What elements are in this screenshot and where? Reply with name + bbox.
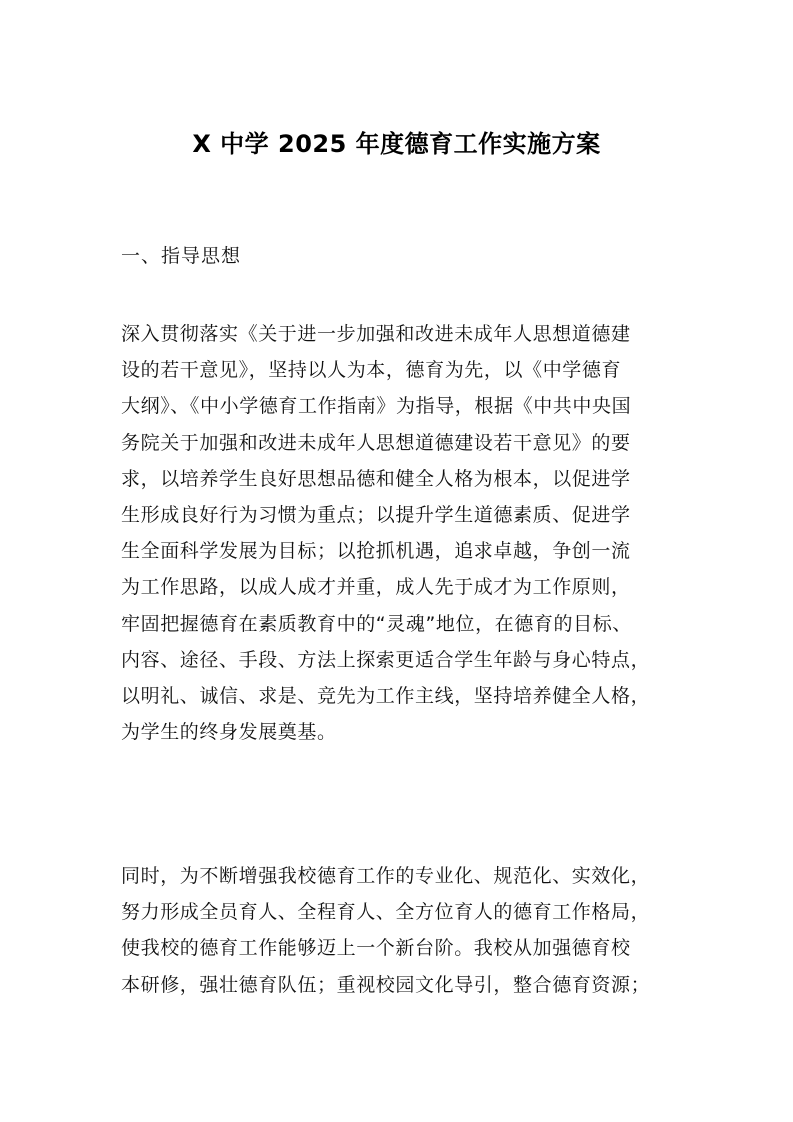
paragraph-line: 本研修，强壮德育队伍；重视校园文化导引，整合德育资源； xyxy=(121,973,651,996)
paragraph-line: 务院关于加强和改进未成年人思想道德建设若干意见》的要 xyxy=(121,431,631,454)
paragraph-line: 深入贯彻落实《关于进一步加强和改进未成年人思想道德建 xyxy=(121,323,631,345)
paragraph-line: 牢固把握德育在素质教育中的“灵魂”地位，在德育的目标、 xyxy=(121,612,632,635)
paragraph-line: 以明礼、诚信、求是、竞先为工作主线，坚持培养健全人格， xyxy=(121,685,651,708)
document-title: X 中学 2025 年度德育工作实施方案 xyxy=(192,130,601,158)
paragraph-line: 生形成良好行为习惯为重点；以提升学生道德素质、促进学 xyxy=(121,504,631,527)
paragraph-line: 生全面科学发展为目标；以抢抓机遇，追求卓越，争创一流 xyxy=(121,540,631,563)
paragraph-guiding-ideology xyxy=(121,316,681,750)
paragraph-line: 大纲》、《中小学德育工作指南》为指导，根据《中共中央国 xyxy=(121,395,632,418)
paragraph-line: 使我校的德育工作能够迈上一个新台阶。我校从加强德育校 xyxy=(121,937,631,960)
section-heading: 一、指导思想 xyxy=(121,245,242,267)
paragraph-line: 为工作思路，以成人成才并重，成人先于成才为工作原则， xyxy=(121,576,631,599)
paragraph-line: 内容、途径、手段、方法上探索更适合学生年龄与身心特点， xyxy=(121,648,651,671)
paragraph-work-pattern xyxy=(121,858,681,1003)
paragraph-line: 同时，为不断增强我校德育工作的专业化、规范化、实效化， xyxy=(121,865,651,887)
paragraph-line: 为学生的终身发展奠基。 xyxy=(121,721,337,744)
paragraph-line: 求，以培养学生良好思想品德和健全人格为根本，以促进学 xyxy=(121,467,631,490)
paragraph-line: 设的若干意见》，坚持以人为本，德育为先，以《中学德育 xyxy=(121,359,622,382)
paragraph-line: 努力形成全员育人、全程育人、全方位育人的德育工作格局， xyxy=(121,901,651,924)
